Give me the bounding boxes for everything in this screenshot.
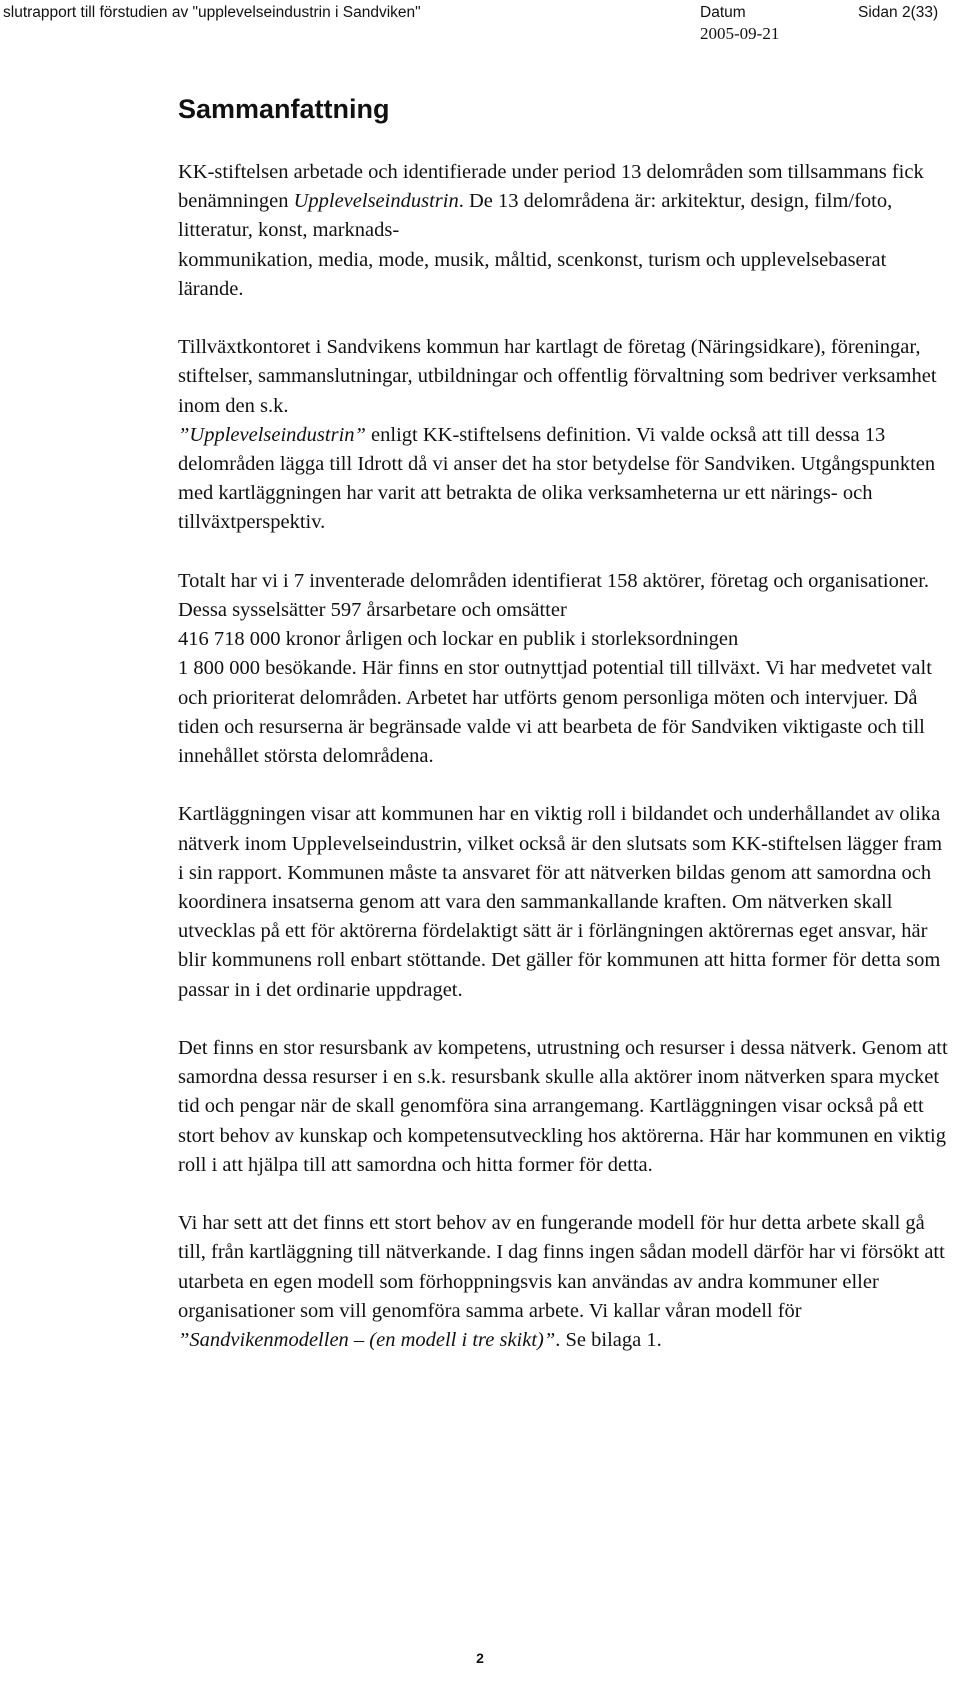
document-body: [178, 158, 948, 1355]
paragraph-text: Vi har sett att det finns ett stort behov av en fungerande modell för hur detta arbete skall gå till, från kartläggning till nätverkande. I dag finns ingen sådan modell därför har vi försökt att utarbeta en egen modell som förhoppningsvis kan användas av andra kommuner eller organisationer som vill genomföra samma arbete. Vi kallar våran modell för: [178, 1212, 945, 1322]
paragraph-text: . De 13 delområdena är: arkitektur, design, film/foto, litteratur, konst, marknads-: [178, 190, 893, 242]
paragraph-text: enligt KK-stiftelsens definition. Vi valde också att till dessa 13 delområden lägga till Idrott då vi anser det ha stor betydelse för Sandviken. Utgångspunkten med kartläggningen har varit att betrakta de olika verksamheterna ur ett närings- och tillväxtperspektiv.: [178, 423, 936, 534]
paragraph-text: Tillväxtkontoret i Sandvikens kommun har kartlagt de företag (Näringsidkare), föreningar, stiftelser, sammanslutningar, utbildningar och offentlig förvaltning som bedriver verksamhet inom den s.k.: [178, 336, 937, 417]
paragraph-text: Totalt har vi i 7 inventerade delområden identifierat 158 aktörer, företag och organisationer. Dessa sysselsätter 597 årsarbetare och omsätter: [178, 569, 930, 622]
section-heading: Sammanfattning: [178, 94, 390, 124]
paragraph-text: kommunikation, media, mode, musik, måltid, scenkonst, turism och upplevelsebaserat lärande.: [178, 248, 887, 300]
header-document-title: slutrapport till förstudien av "upplevelseindustrin i Sandviken": [3, 4, 421, 21]
paragraph-text: 1 800 000 besökande. Här finns en stor outnyttjad potential till tillväxt. Vi har medvetet valt och prioriterat delområden. Arbetet har utförts genom personliga möten och intervjuer. Då tiden och resurserna är begränsade valde vi att bearbeta de för Sandviken viktigaste och till innehållet största delområdena.: [178, 657, 932, 768]
emphasis-text: Upplevelseindustrin: [293, 190, 459, 213]
footer-page-number: 2: [476, 1650, 484, 1666]
paragraph-text: 416 718 000 kronor årligen och lockar en publik i storleksordningen: [178, 628, 739, 651]
emphasis-text: ”Sandvikenmodellen – (en modell i tre skikt)”: [178, 1329, 556, 1352]
paragraph-resource-bank: Det finns en stor resursbank av kompetens, utrustning och resurser i dessa nätverk. Genom att samordna dessa resurser i en s.k. resursbank skulle alla aktörer inom nätverken spara mycket tid och pengar när de skall genomföra sina arrangemang. Kartläggningen visar också på ett stort behov av kunskap och kompetensutveckling hos aktörerna. Här har kommunen en viktig roll i att hjälpa till att samordna och hitta former för detta.: [178, 1037, 948, 1176]
emphasis-text: ”Upplevelseindustrin”: [178, 423, 366, 446]
header-date: 2005-09-21: [700, 24, 780, 43]
paragraph-text: . Se bilaga 1.: [555, 1329, 662, 1352]
header-page-indicator: Sidan 2(33): [858, 4, 939, 21]
paragraph-mapping: [178, 333, 948, 537]
paragraph-totals: [178, 567, 948, 771]
header-date-label: Datum: [700, 4, 746, 21]
paragraph-text: KK-stiftelsen arbetade och identifierade under period 13 delområden som tillsammans fick benämningen: [178, 161, 924, 213]
paragraph-networks: Kartläggningen visar att kommunen har en viktig roll i bildandet och underhållandet av olika nätverk inom Upplevelseindustrin, vilket också är den slutsats som KK-stiftelsen lägger fram i sin rapport. Kommunen måste ta ansvaret för att nätverken bildas genom att samordna och koordinera insatserna genom att vara den sammankallande kraften. Om nätverken skall utvecklas på ett för aktörerna fördelaktigt sätt är i förlängningen aktörernas eget ansvar, här blir kommunens roll enbart stöttande. Det gäller för kommunen att hitta former för detta som passar in i det ordinarie uppdraget.: [178, 803, 943, 1001]
paragraph-model: [178, 1209, 948, 1355]
paragraph-intro: [178, 158, 948, 304]
